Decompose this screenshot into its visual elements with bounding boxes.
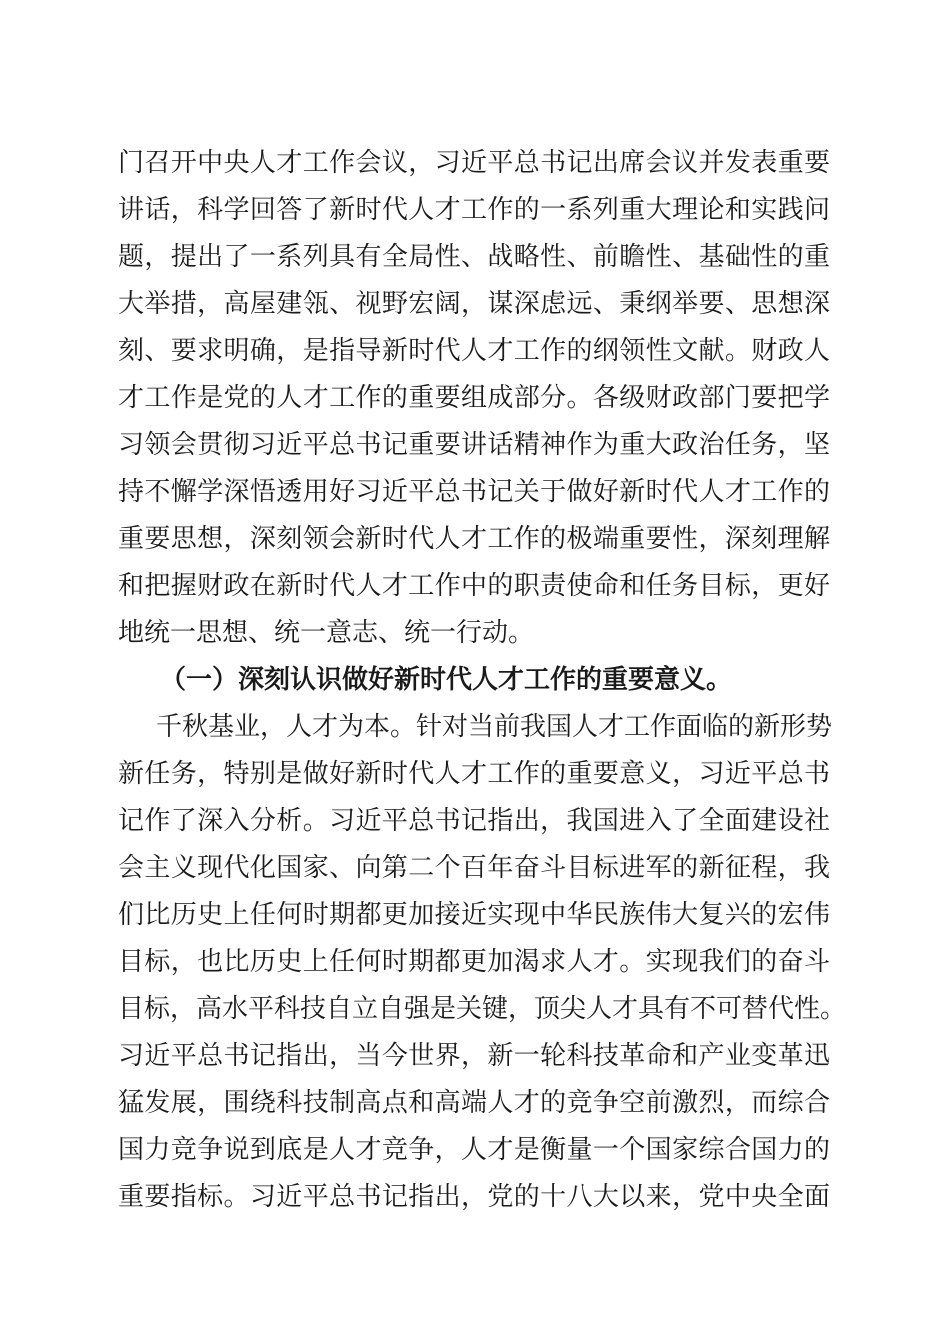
paragraph-1 xyxy=(118,140,830,657)
paragraph-2 xyxy=(118,704,847,1221)
text-line: 重要思想，深刻领会新时代人才工作的极端重要性，深刻理解 xyxy=(118,524,830,554)
text-line: 和把握财政在新时代人才工作中的职责使命和任务目标，更好 xyxy=(118,571,830,601)
text-line: 地统一思想、统一意志、统一行动。 xyxy=(118,618,535,648)
text-line: 国力竞争说到底是人才竞争，人才是衡量一个国家综合国力的 xyxy=(118,1135,830,1165)
text-line: 记作了深入分析。习近平总书记指出，我国进入了全面建设社 xyxy=(118,806,830,836)
text-line: 才工作是党的人才工作的重要组成部分。各级财政部门要把学 xyxy=(118,383,830,413)
text-line: 目标，也比历史上任何时期都更加渴求人才。实现我们的奋斗 xyxy=(118,947,830,977)
text-line: 大举措，高屋建瓴、视野宏阔，谋深虑远、秉纲举要、思想深 xyxy=(118,289,830,319)
text-line: 刻、要求明确，是指导新时代人才工作的纲领性文献。财政人 xyxy=(118,336,830,366)
text-line: 会主义现代化国家、向第二个百年奋斗目标进军的新征程，我 xyxy=(118,853,830,883)
text-line: 新任务，特别是做好新时代人才工作的重要意义，习近平总书 xyxy=(118,759,830,789)
text-line: 讲话，科学回答了新时代人才工作的一系列重大理论和实践问 xyxy=(118,195,830,225)
heading-text: （一）深刻认识做好新时代人才工作的重要意义。 xyxy=(160,665,733,695)
text-line: 们比历史上任何时期都更加接近实现中华民族伟大复兴的宏伟 xyxy=(118,900,830,930)
text-line: 题，提出了一系列具有全局性、战略性、前瞻性、基础性的重 xyxy=(118,242,830,272)
document-body xyxy=(118,140,847,1221)
text-line: 重要指标。习近平总书记指出，党的十八大以来，党中央全面 xyxy=(118,1182,830,1212)
text-line: 习近平总书记指出，当今世界，新一轮科技革命和产业变革迅 xyxy=(118,1041,830,1071)
text-line: 习领会贯彻习近平总书记重要讲话精神作为重大政治任务，坚 xyxy=(118,430,830,460)
text-line: 猛发展，围绕科技制高点和高端人才的竞争空前激烈，而综合 xyxy=(118,1088,830,1118)
text-line: 千秋基业，人才为本。针对当前我国人才工作面临的新形势 xyxy=(156,712,833,742)
text-line: 持不懈学深悟透用好习近平总书记关于做好新时代人才工作的 xyxy=(118,477,830,507)
text-line: 门召开中央人才工作会议，习近平总书记出席会议并发表重要 xyxy=(118,148,830,178)
section-heading xyxy=(118,657,830,704)
text-line: 目标，高水平科技自立自强是关键，顶尖人才具有不可替代性。 xyxy=(118,994,847,1024)
